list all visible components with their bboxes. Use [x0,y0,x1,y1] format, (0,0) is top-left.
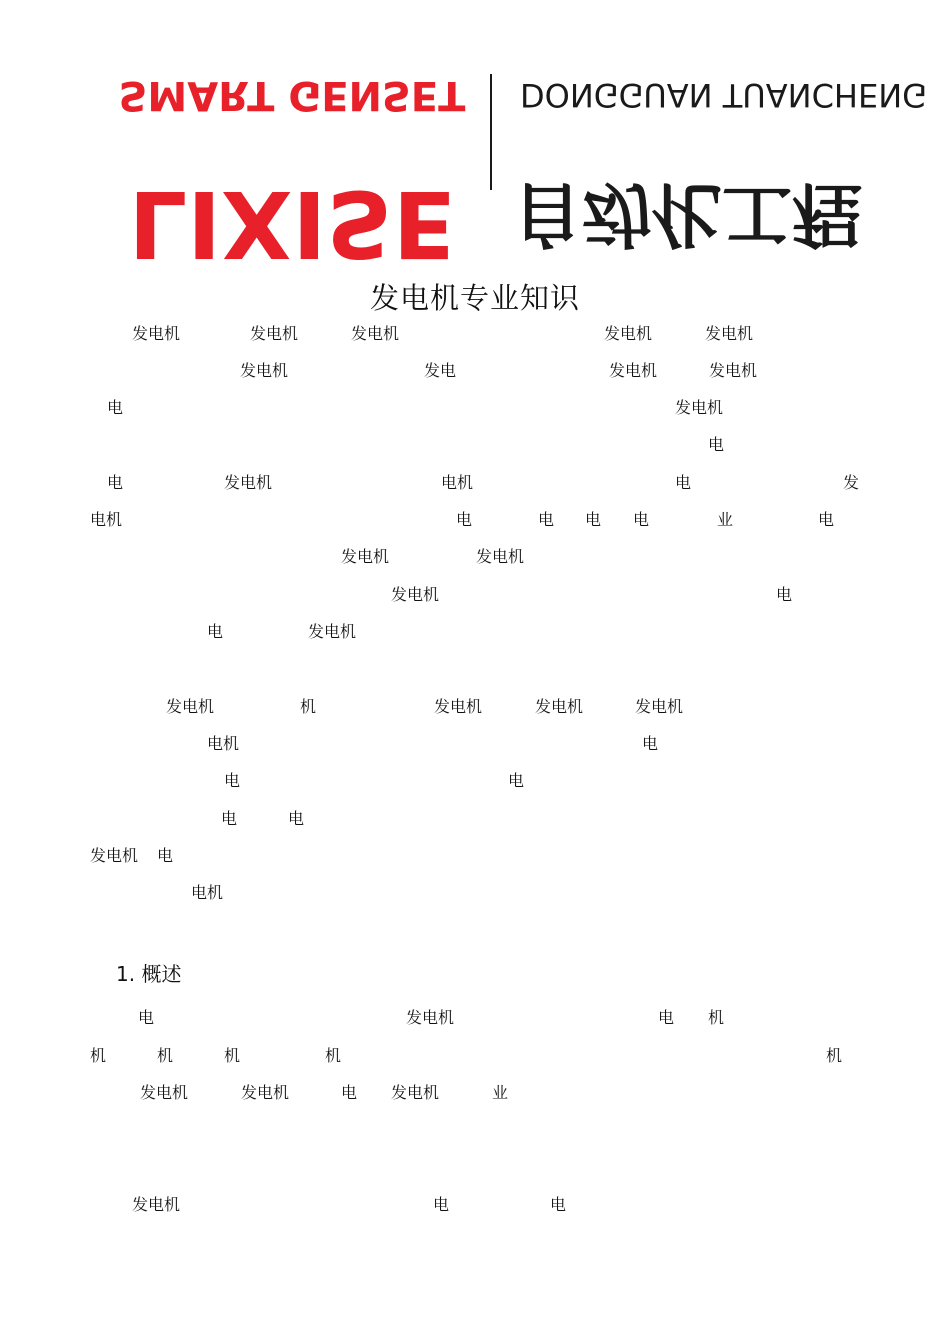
text-fragment: 发电机 [224,473,273,492]
text-fragment: 发电机 [132,1195,181,1214]
text-fragment: 发 [843,473,860,492]
text-fragment: 发电机 [308,622,357,641]
logo-tagline: SMART GENSET [118,72,466,118]
text-fragment: 电机 [191,883,224,902]
text-fragment: 发电机 [535,697,584,716]
text-fragment: 发电机 [476,547,525,566]
text-fragment: 发电机 [140,1083,189,1102]
text-fragment: 电 [550,1195,567,1214]
text-fragment: 发电机 [609,361,658,380]
text-fragment: 机 [157,1046,174,1065]
text-fragment: 电 [107,473,124,492]
text-fragment: 电 [224,771,241,790]
text-fragment: 电 [633,510,650,529]
text-fragment: 发电机 [250,324,299,343]
logo-company-zh: 自动化工程 [512,173,862,255]
text-fragment: 电机 [207,734,240,753]
text-fragment: 发电机 [434,697,483,716]
page-title: 发电机专业知识 [369,281,580,315]
text-fragment: 电 [341,1083,358,1102]
text-fragment: 机 [826,1046,843,1065]
text-fragment: 电 [221,809,238,828]
text-fragment: 机 [224,1046,241,1065]
text-fragment: 电 [538,510,555,529]
text-fragment: 发电机 [709,361,758,380]
text-fragment: 发电机 [341,547,390,566]
text-fragment: 电 [433,1195,450,1214]
text-fragment: 发电机 [241,1083,290,1102]
logo-brand: LIXISE [128,170,456,277]
text-fragment: 电机 [90,510,123,529]
text-fragment: 机 [300,697,317,716]
text-fragment: 发电机 [705,324,754,343]
text-fragment: 发电机 [132,324,181,343]
text-fragment: 电 [708,435,725,454]
text-fragment: 发电机 [391,1083,440,1102]
text-fragment: 机 [325,1046,342,1065]
text-fragment: 发电机 [90,846,139,865]
text-fragment: 电 [207,622,224,641]
text-fragment: 业 [492,1083,509,1102]
text-fragment: 电 [658,1008,675,1027]
text-fragment: 电 [585,510,602,529]
text-fragment: 业 [717,510,734,529]
text-fragment: 发电机 [675,398,724,417]
text-fragment: 电 [456,510,473,529]
text-fragment: 发电机 [166,697,215,716]
company-logo [0,0,950,277]
text-fragment: 电 [157,846,174,865]
text-fragment: 机 [90,1046,107,1065]
text-fragment: 发电机 [406,1008,455,1027]
text-fragment: 电 [508,771,525,790]
text-fragment: 发电 [424,361,457,380]
text-fragment: 电机 [441,473,474,492]
text-fragment: 发电机 [635,697,684,716]
text-fragment: 发电机 [604,324,653,343]
text-fragment: 电 [675,473,692,492]
text-fragment: 电 [138,1008,155,1027]
text-fragment: 发电机 [391,585,440,604]
section-heading: 1. 概述 [116,962,182,986]
text-fragment: 电 [776,585,793,604]
text-fragment: 发电机 [240,361,289,380]
text-fragment: 电 [288,809,305,828]
text-fragment: 发电机 [351,324,400,343]
text-fragment: 电 [818,510,835,529]
text-fragment: 电 [642,734,659,753]
text-fragment: 机 [708,1008,725,1027]
logo-company-en: DONGGUAN TUANCHENG [520,76,927,114]
text-fragment: 电 [107,398,124,417]
